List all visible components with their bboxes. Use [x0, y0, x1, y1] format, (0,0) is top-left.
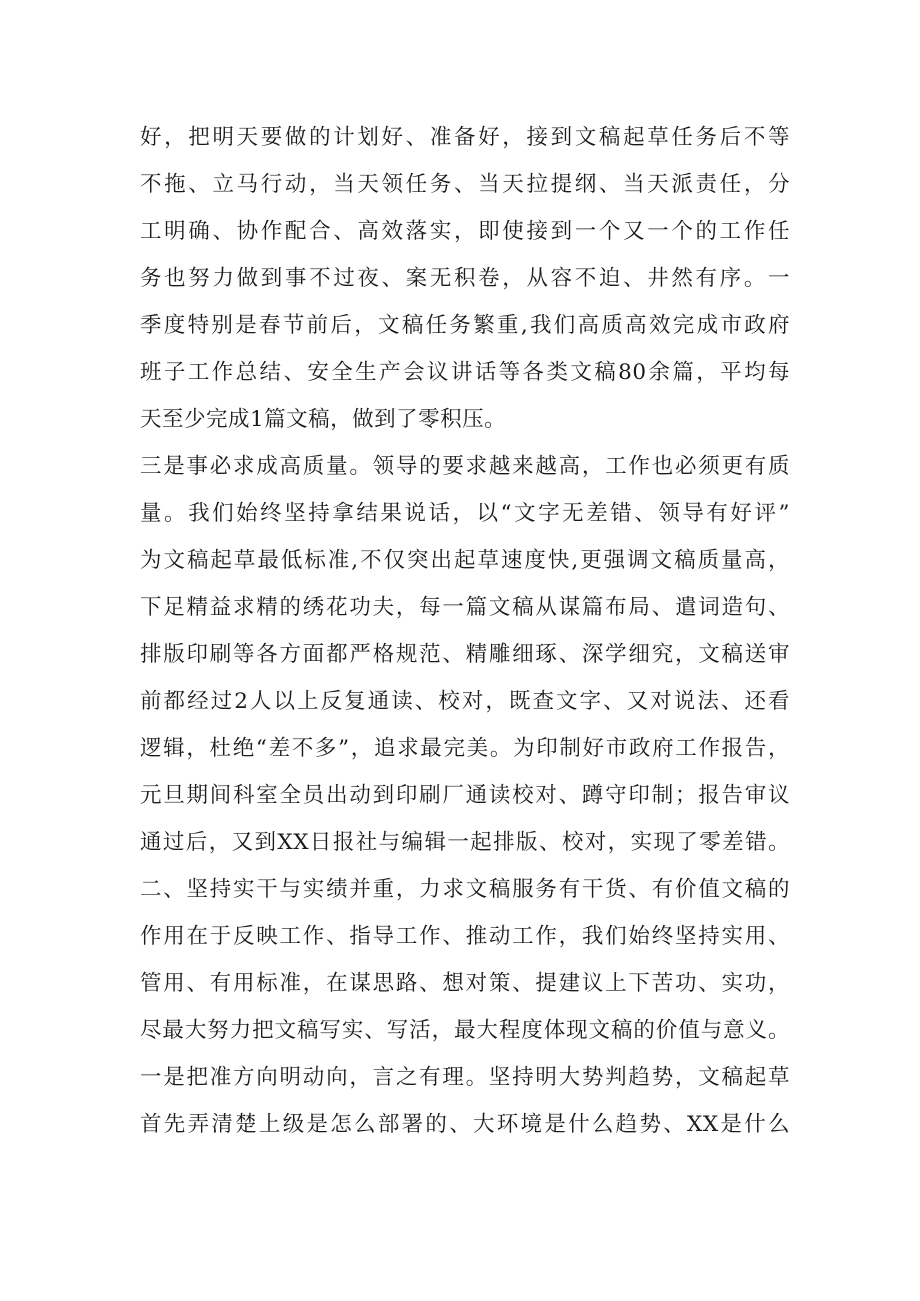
- text-line: 通过后，又到XX日报社与编辑一起排版、校对，实现了零差错。: [140, 830, 790, 855]
- text-line: 一是把准方向明动向，言之有理。坚持明大势判趋势，文稿起草: [140, 1065, 790, 1090]
- text-line: 逻辑，杜绝“差不多”，追求最完美。为印制好市政府工作报告，: [140, 736, 790, 761]
- text-line: 务也努力做到事不过夜、案无积卷，从容不迫、井然有序。一: [140, 266, 790, 291]
- text-line: 二、坚持实干与实绩并重，力求文稿服务有干货、有价值文稿的: [140, 877, 790, 902]
- text-line: 工明确、协作配合、高效落实，即使接到一个又一个的工作任: [140, 219, 790, 244]
- text-line: 天至少完成1篇文稿，做到了零积压。: [140, 407, 507, 432]
- text-line: 首先弄清楚上级是怎么部署的、大环境是什么趋势、XX是什么: [140, 1112, 790, 1137]
- text-line: 量。我们始终坚持拿结果说话，以“文字无差错、领导有好评”: [140, 501, 790, 526]
- text-line: 前都经过2人以上反复通读、校对，既查文字、又对说法、还看: [140, 689, 790, 714]
- text-line: 作用在于反映工作、指导工作、推动工作，我们始终坚持实用、: [140, 924, 790, 949]
- text-line: 尽最大努力把文稿写实、写活，最大程度体现文稿的价值与意义。: [140, 1018, 790, 1043]
- text-line: 下足精益求精的绣花功夫，每一篇文稿从谋篇布局、遣词造句、: [140, 595, 790, 620]
- text-line: 班子工作总结、安全生产会议讲话等各类文稿80余篇，平均每: [140, 360, 790, 385]
- text-line: 为文稿起草最低标准,不仅突出起草速度快,更强调文稿质量高，: [140, 548, 790, 573]
- text-line: 好，把明天要做的计划好、准备好，接到文稿起草任务后不等: [140, 125, 790, 150]
- text-line: 管用、有用标准，在谋思路、想对策、提建议上下苦功、实功，: [140, 971, 790, 996]
- text-line: 元旦期间科室全员出动到印刷厂通读校对、蹲守印制；报告审议: [140, 783, 790, 808]
- text-line: 季度特别是春节前后，文稿任务繁重,我们高质高效完成市政府: [140, 313, 790, 338]
- text-line: 不拖、立马行动，当天领任务、当天拉提纲、当天派责任，分: [140, 172, 790, 197]
- text-line: 排版印刷等各方面都严格规范、精雕细琢、深学细究，文稿送审: [140, 642, 790, 667]
- text-line: 三是事必求成高质量。领导的要求越来越高，工作也必须更有质: [140, 454, 790, 479]
